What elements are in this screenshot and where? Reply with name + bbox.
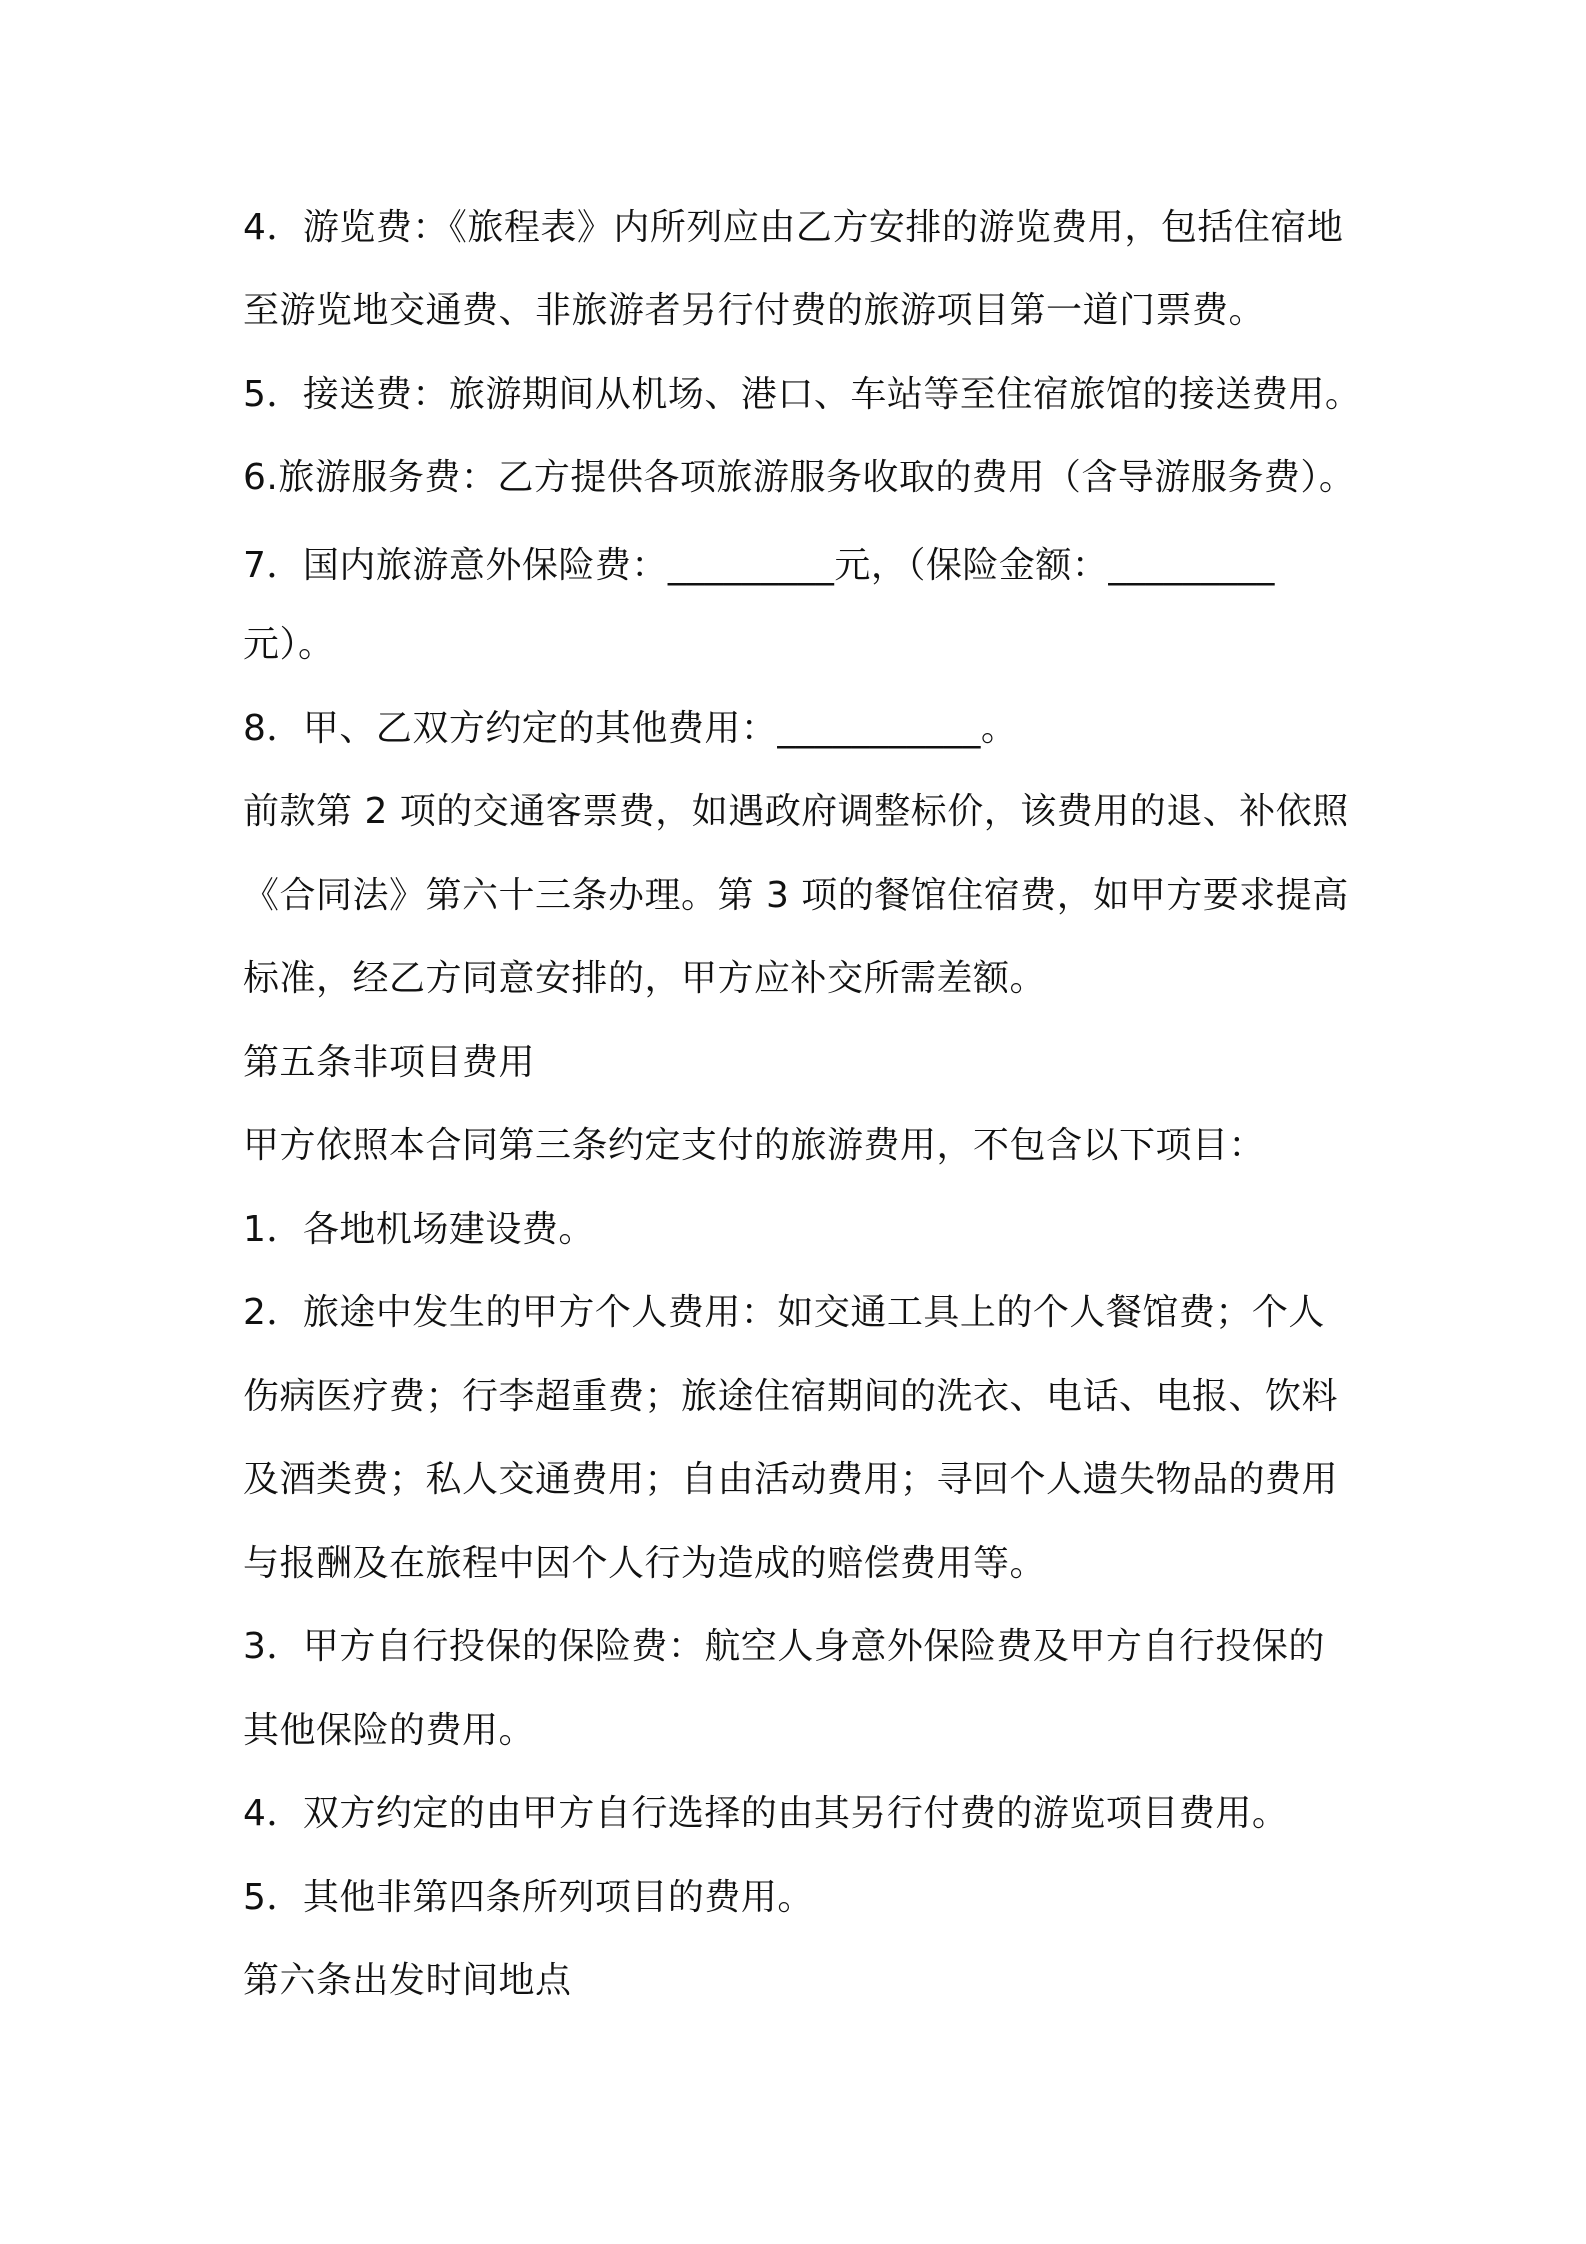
text-line: 8．甲、乙双方约定的其他费用：___________。	[243, 708, 1018, 749]
text-line: 甲方依照本合同第三条约定支付的旅游费用，不包含以下项目：	[243, 1125, 1266, 1166]
text-line: 前款第 2 项的交通客票费，如遇政府调整标价，该费用的退、补依照	[243, 791, 1349, 832]
text-line: 至游览地交通费、非旅游者另行付费的旅游项目第一道门票费。	[243, 290, 1266, 331]
text-line: 4．双方约定的由甲方自行选择的由其另行付费的游览项目费用。	[243, 1793, 1289, 1834]
text-line: 3．甲方自行投保的保险费：航空人身意外保险费及甲方自行投保的	[243, 1626, 1325, 1667]
text-line: 其他保险的费用。	[243, 1710, 536, 1751]
section-heading: 第六条出发时间地点	[243, 1960, 572, 2001]
section-heading: 第五条非项目费用	[243, 1042, 536, 1083]
text-line: 7．国内旅游意外保险费：_________元，（保险金额：_________	[243, 545, 1275, 586]
text-line: 及酒类费；私人交通费用；自由活动费用；寻回个人遗失物品的费用	[243, 1459, 1339, 1500]
text-line: 1．各地机场建设费。	[243, 1209, 595, 1250]
text-line: 5．其他非第四条所列项目的费用。	[243, 1877, 814, 1918]
text-line: 标准，经乙方同意安排的，甲方应补交所需差额。	[243, 958, 1047, 999]
text-line: 与报酬及在旅程中因个人行为造成的赔偿费用等。	[243, 1543, 1047, 1584]
text-line: 5．接送费：旅游期间从机场、港口、车站等至住宿旅馆的接送费用。	[243, 374, 1362, 415]
text-line: 元）。	[243, 624, 335, 665]
text-line: 6.旅游服务费：乙方提供各项旅游服务收取的费用（含导游服务费）。	[243, 457, 1356, 498]
text-line: 伤病医疗费；行李超重费；旅途住宿期间的洗衣、电话、电报、饮料	[243, 1376, 1339, 1417]
text-line: 4．游览费：《旅程表》内所列应由乙方安排的游览费用，包括住宿地	[243, 207, 1344, 248]
text-line: 《合同法》第六十三条办理。第 3 项的餐馆住宿费，如甲方要求提高	[243, 875, 1349, 916]
text-line: 2．旅途中发生的甲方个人费用：如交通工具上的个人餐馆费；个人	[243, 1292, 1325, 1333]
